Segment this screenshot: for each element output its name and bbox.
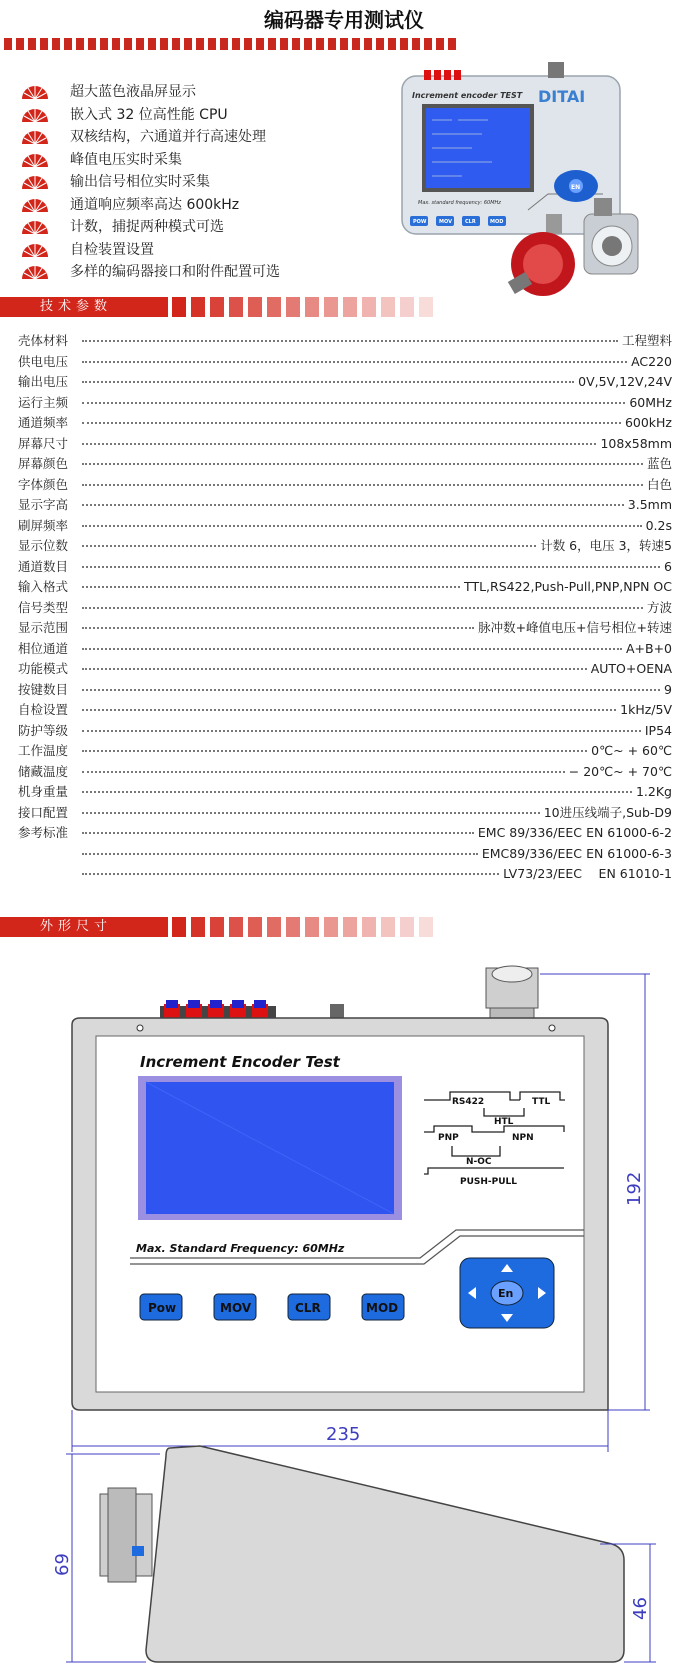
- spec-value: 脉冲数+峰值电压+信号相位+转速: [478, 620, 672, 635]
- spec-value: 1kHz/5V: [620, 702, 672, 717]
- leader-dots: [82, 331, 618, 342]
- stripe-dash: [364, 38, 372, 50]
- spec-row: [18, 393, 672, 414]
- leader-dots: [82, 741, 587, 752]
- drawing-title: Increment Encoder Test: [140, 1053, 340, 1071]
- spec-value: 6: [664, 558, 672, 574]
- stripe-dash: [388, 38, 396, 50]
- spec-key: 屏幕尺寸: [18, 435, 69, 451]
- spec-value: 9: [664, 681, 672, 697]
- spec-row: [18, 721, 672, 742]
- photo-freq: Max. standard frequency: 60MHz: [418, 200, 501, 206]
- standard-b: EN 61000-6-2: [586, 825, 672, 840]
- stripe-dash: [112, 38, 120, 50]
- page-title: 编码器专用测试仪: [264, 8, 424, 32]
- section-block: [305, 917, 319, 937]
- spec-key: 信号类型: [18, 599, 69, 615]
- leader-dots: [82, 639, 622, 650]
- standard-b: EN 61010-1: [598, 866, 672, 881]
- spec-key: 输出电压: [18, 374, 69, 389]
- spec-row: [18, 557, 672, 578]
- feature-item: [20, 193, 280, 216]
- dim-depth-max: 69: [52, 1553, 73, 1576]
- spec-value: IP54: [644, 722, 672, 738]
- spec-row: [18, 741, 672, 762]
- leader-dots: [82, 413, 621, 424]
- feature-item: [20, 148, 280, 171]
- feature-text: 多样的编码器接口和附件配置可选: [70, 264, 280, 281]
- spec-value: 0.2s: [645, 517, 672, 533]
- dim-width: 235: [326, 1424, 361, 1445]
- section-block: [324, 917, 338, 937]
- section-block: [381, 297, 395, 317]
- section-block: [286, 917, 300, 937]
- photo-brand: DITAI: [538, 87, 586, 106]
- spec-row: [18, 577, 672, 598]
- feature-item: [20, 125, 280, 148]
- spec-value: 0V,5V,12V,24V: [578, 374, 672, 389]
- stripe-dash: [232, 38, 240, 50]
- spec-key: 机身重量: [18, 784, 69, 799]
- stripe-dash: [256, 38, 264, 50]
- spec-row: [18, 475, 672, 496]
- fan-bullet-icon: [20, 195, 50, 213]
- spec-key: 自检设置: [18, 702, 69, 717]
- spec-row: [18, 516, 672, 537]
- spec-key: 显示位数: [18, 538, 69, 553]
- spec-key: 通道频率: [18, 415, 69, 430]
- feature-text: 输出信号相位实时采集: [70, 174, 210, 191]
- leader-dots: [82, 393, 625, 404]
- section-block: [248, 917, 262, 937]
- leader-dots: [82, 864, 499, 875]
- leader-dots: [82, 659, 587, 670]
- feature-item: [20, 260, 280, 283]
- nav-en-label: En: [498, 1287, 514, 1300]
- section-block: [210, 297, 224, 317]
- leader-dots: [82, 372, 574, 383]
- section-block: [210, 917, 224, 937]
- standard-label-spacer: [18, 864, 78, 885]
- spec-key: 字体颜色: [18, 476, 69, 492]
- spec-key: 显示字高: [18, 497, 69, 512]
- stripe-dash: [268, 38, 276, 50]
- spec-row: [18, 598, 672, 619]
- spec-value: 600kHz: [624, 415, 672, 430]
- standard-a: EMC 89/336/EEC: [477, 825, 582, 840]
- spec-value: AUTO+OENA: [590, 661, 672, 676]
- spec-key: 输入格式: [18, 579, 69, 594]
- stripe-dash: [124, 38, 132, 50]
- stripe-dash: [100, 38, 108, 50]
- leader-dots: [82, 352, 627, 363]
- standard-label: 参考标准: [18, 825, 69, 840]
- stripe-dash: [16, 38, 24, 50]
- stripe-dash: [400, 38, 408, 50]
- standard-a: LV73/23/EEC: [503, 866, 582, 881]
- spec-value: 蓝色: [646, 456, 672, 471]
- spec-value: 108x58mm: [600, 435, 672, 451]
- spec-key: 储藏温度: [18, 763, 69, 779]
- leader-dots: [82, 536, 536, 547]
- section-block: [343, 297, 357, 317]
- spec-value: 计数 6，电压 3，转速5: [540, 538, 672, 553]
- section-block: [248, 297, 262, 317]
- fan-bullet-icon: [20, 262, 50, 280]
- spec-value: 工程塑料: [621, 333, 672, 348]
- spec-row: [18, 618, 672, 639]
- stripe-dash: [76, 38, 84, 50]
- section-block: [381, 917, 395, 937]
- stripe-dash: [448, 38, 456, 50]
- section-block: [400, 917, 414, 937]
- section-block: [286, 297, 300, 317]
- spec-value: 白色: [646, 476, 672, 492]
- spec-row: [18, 762, 672, 783]
- photo-en: EN: [571, 184, 581, 191]
- standard-a: EMC89/336/EEC: [481, 845, 582, 861]
- dim-depth-min: 46: [630, 1597, 651, 1620]
- leader-dots: [82, 598, 643, 609]
- stripe-dash: [220, 38, 228, 50]
- stripe-dash: [52, 38, 60, 50]
- stripe-dash: [64, 38, 72, 50]
- signal-pushpull: PUSH-PULL: [460, 1177, 518, 1187]
- stripe-dash: [40, 38, 48, 50]
- leader-dots: [82, 680, 660, 691]
- spec-key: 相位通道: [18, 640, 69, 656]
- drawing-button-clr-label: CLR: [295, 1301, 321, 1315]
- stripe-dash: [136, 38, 144, 50]
- section-block: [343, 917, 357, 937]
- stripe-dash: [436, 38, 444, 50]
- section-block: [229, 297, 243, 317]
- section-title-dims: 外形尺寸: [0, 917, 168, 937]
- stripe-dash: [148, 38, 156, 50]
- section-bar-dims: [0, 917, 688, 937]
- fan-bullet-icon: [20, 127, 50, 145]
- feature-item: [20, 215, 280, 238]
- stripe-dash: [280, 38, 288, 50]
- stripe-dash: [4, 38, 12, 50]
- feature-item: [20, 103, 280, 126]
- stripe-dash: [208, 38, 216, 50]
- front-view-drawing: [0, 960, 688, 1445]
- leader-dots: [82, 844, 478, 855]
- stripe-dash: [172, 38, 180, 50]
- side-view-drawing: [0, 1440, 688, 1677]
- standard-row: [18, 844, 672, 865]
- photo-button-mov-label: MOV: [439, 219, 452, 225]
- stripe-dash: [352, 38, 360, 50]
- standard-row: [18, 823, 672, 844]
- signal-rs422: RS422: [452, 1097, 485, 1107]
- signal-noc: N-OC: [466, 1157, 492, 1167]
- spec-row: [18, 434, 672, 455]
- feature-list: [20, 80, 280, 283]
- section-block: [267, 917, 281, 937]
- feature-text: 峰值电压实时采集: [70, 151, 182, 168]
- spec-value: 0℃~ + 60℃: [591, 743, 672, 758]
- standard-label-spacer: [18, 844, 78, 865]
- section-block: [324, 297, 338, 317]
- leader-dots: [82, 823, 474, 834]
- spec-row: [18, 331, 672, 352]
- signal-pnp: PNP: [438, 1133, 459, 1143]
- spec-row: [18, 454, 672, 475]
- section-bar-specs: [0, 297, 688, 317]
- spec-row: [18, 495, 672, 516]
- signal-ttl: TTL: [532, 1097, 551, 1107]
- section-title-specs: 技术参数: [0, 297, 168, 317]
- fan-bullet-icon: [20, 172, 50, 190]
- spec-key: 壳体材料: [18, 333, 69, 348]
- spec-value: TTL,RS422,Push-Pull,PNP,NPN OC: [464, 579, 672, 594]
- spec-key: 按键数目: [18, 681, 69, 697]
- stripe-dash: [28, 38, 36, 50]
- leader-dots: [82, 762, 565, 773]
- feature-text: 超大蓝色液晶屏显示: [70, 84, 196, 101]
- fan-bullet-icon: [20, 105, 50, 123]
- spec-row: [18, 803, 672, 824]
- spec-value: 10进压线端子,Sub-D9: [543, 804, 672, 820]
- leader-dots: [82, 721, 641, 732]
- spec-key: 刷屏频率: [18, 517, 69, 533]
- spec-row: [18, 639, 672, 660]
- spec-row: [18, 352, 672, 373]
- spec-value: AC220: [631, 353, 672, 369]
- spec-row: [18, 680, 672, 701]
- photo-title: Increment encoder TEST: [412, 91, 523, 100]
- spec-row: [18, 372, 672, 393]
- leader-dots: [82, 454, 643, 465]
- spec-key: 供电电压: [18, 353, 69, 369]
- spec-value: 3.5mm: [627, 497, 672, 512]
- spec-key: 工作温度: [18, 743, 69, 758]
- feature-text: 嵌入式 32 位高性能 CPU: [70, 106, 228, 123]
- spec-key: 功能模式: [18, 661, 69, 676]
- leader-dots: [82, 434, 596, 445]
- leader-dots: [82, 803, 540, 814]
- leader-dots: [82, 577, 460, 588]
- stripe-dash: [316, 38, 324, 50]
- section-block: [419, 917, 433, 937]
- spec-key: 通道数目: [18, 558, 69, 574]
- stripe-dash: [88, 38, 96, 50]
- section-block: [191, 297, 205, 317]
- spec-value: 60MHz: [629, 394, 672, 410]
- stripe-dash: [340, 38, 348, 50]
- spec-row: [18, 700, 672, 721]
- nav-pad: [460, 1258, 554, 1328]
- spec-key: 接口配置: [18, 804, 69, 820]
- leader-dots: [82, 782, 632, 793]
- spec-row: [18, 413, 672, 434]
- photo-button-mod-label: MOD: [490, 219, 504, 225]
- dim-height: 192: [624, 1171, 645, 1206]
- spec-value: 方波: [646, 599, 672, 615]
- spec-row: [18, 536, 672, 557]
- section-block: [172, 917, 186, 937]
- stripe-dash: [376, 38, 384, 50]
- signal-npn: NPN: [512, 1133, 534, 1143]
- fan-bullet-icon: [20, 217, 50, 235]
- stripe-dash: [184, 38, 192, 50]
- spec-value: − 20℃~ + 70℃: [568, 763, 672, 779]
- spec-key: 屏幕颜色: [18, 456, 69, 471]
- section-blocks: [172, 297, 433, 317]
- leader-dots: [82, 618, 474, 629]
- drawing-button-mod-label: MOD: [366, 1301, 399, 1315]
- section-block: [362, 297, 376, 317]
- title-stripe: [4, 38, 456, 50]
- fan-bullet-icon: [20, 82, 50, 100]
- section-block: [191, 917, 205, 937]
- stripe-dash: [196, 38, 204, 50]
- section-block: [400, 297, 414, 317]
- stripe-dash: [328, 38, 336, 50]
- section-block: [362, 917, 376, 937]
- photo-button-clr-label: CLR: [465, 219, 476, 225]
- leader-dots: [82, 495, 624, 506]
- stripe-dash: [304, 38, 312, 50]
- fan-bullet-icon: [20, 240, 50, 258]
- spec-value: A+B+0: [625, 640, 672, 656]
- leader-dots: [82, 516, 642, 527]
- feature-item: [20, 170, 280, 193]
- spec-key: 防护等级: [18, 722, 69, 738]
- spec-table: [18, 331, 672, 885]
- standard-b: EN 61000-6-3: [586, 845, 672, 861]
- stripe-dash: [292, 38, 300, 50]
- section-blocks: [172, 917, 433, 937]
- signal-htl: HTL: [494, 1117, 514, 1127]
- drawing-button-mov-label: MOV: [220, 1301, 252, 1315]
- section-block: [172, 297, 186, 317]
- stripe-dash: [244, 38, 252, 50]
- drawing-freq: Max. Standard Frequency: 60MHz: [136, 1242, 345, 1255]
- standard-row: [18, 864, 672, 885]
- spec-key: 运行主频: [18, 394, 69, 410]
- photo-button-pow-label: POW: [413, 219, 427, 225]
- stripe-dash: [412, 38, 420, 50]
- feature-text: 双核结构，六通道并行高速处理: [70, 129, 266, 146]
- spec-key: 显示范围: [18, 620, 69, 635]
- fan-bullet-icon: [20, 150, 50, 168]
- section-block: [419, 297, 433, 317]
- feature-item: [20, 80, 280, 103]
- feature-text: 自检装置设置: [70, 241, 154, 258]
- feature-text: 计数，捕捉两种模式可选: [70, 219, 224, 236]
- section-block: [229, 917, 243, 937]
- spec-row: [18, 782, 672, 803]
- stripe-dash: [424, 38, 432, 50]
- drawing-button-pow-label: Pow: [148, 1301, 177, 1315]
- feature-item: [20, 238, 280, 261]
- leader-dots: [82, 700, 616, 711]
- spec-row: [18, 659, 672, 680]
- stripe-dash: [160, 38, 168, 50]
- leader-dots: [82, 557, 660, 568]
- section-block: [305, 297, 319, 317]
- section-block: [267, 297, 281, 317]
- leader-dots: [82, 475, 643, 486]
- product-photo: [398, 64, 650, 304]
- spec-value: 1.2Kg: [635, 784, 672, 799]
- feature-text: 通道响应频率高达 600kHz: [70, 196, 240, 213]
